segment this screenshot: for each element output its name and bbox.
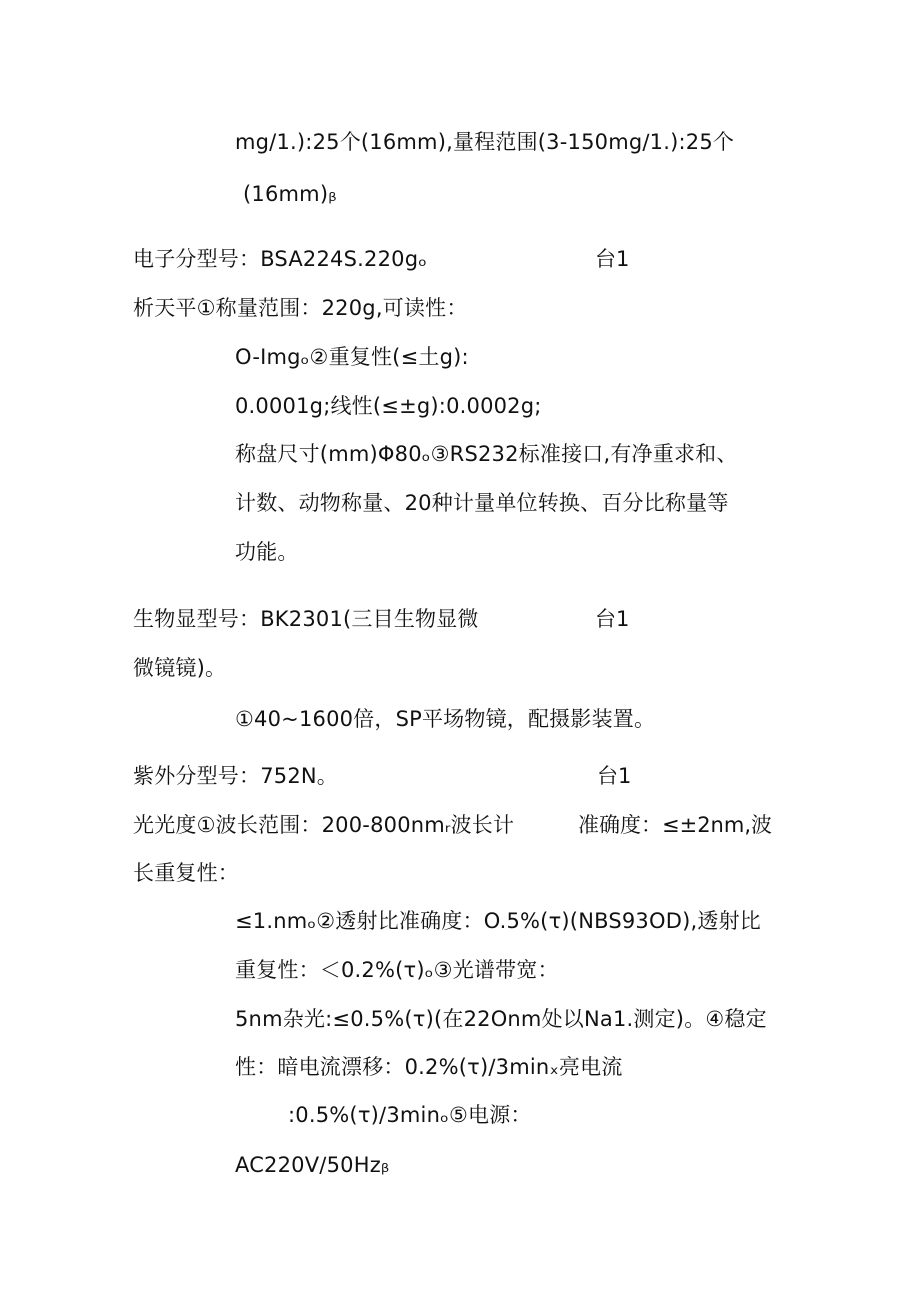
balance-quantity: 台1 bbox=[595, 247, 630, 271]
text-line: ≤1.nmₒ②透射比准确度：O.5%(τ)(NBS93OD),透射比 bbox=[235, 909, 761, 933]
microscope-quantity: 台1 bbox=[595, 607, 630, 631]
text-line: 长重复性： bbox=[133, 861, 239, 885]
microscope-title: 生物显型号：BK2301(三目生物显微 bbox=[133, 607, 479, 631]
text-line: O-Imgₒ②重复性(≤土g): bbox=[235, 345, 469, 369]
uv-quantity: 台1 bbox=[597, 764, 632, 788]
text-line: 计数、动物称量、20种计量单位转换、百分比称量等 bbox=[235, 491, 729, 515]
text-line: 准确度：≤±2nm,波 bbox=[578, 813, 772, 837]
text-line: 称盘尺寸(mm)Φ80ₒ③RS232标准接口,有净重求和、 bbox=[235, 442, 738, 466]
text-line: mg/1.):25个(16mm),量程范围(3-150mg∕1.):25个 bbox=[235, 130, 735, 154]
text-line: 光光度①波长范围：200-800nmᵣ波长计 bbox=[133, 813, 515, 837]
balance-title: 电子分型号：BSA224S.220gₒ bbox=[133, 247, 428, 271]
uv-title: 紫外分型号：752N。 bbox=[133, 764, 338, 788]
text-line: 功能。 bbox=[235, 540, 299, 564]
text-line: 重复性：＜0.2%(τ)ₒ③光谱带宽： bbox=[235, 958, 559, 982]
text-line: 性：暗电流漂移：0.2%(τ)∕3minₓ亮电流 bbox=[235, 1055, 623, 1079]
text-line: 析天平①称量范围：220g,可读性： bbox=[133, 296, 468, 320]
text-line: :0.5%(τ)∕3minₒ⑤电源： bbox=[288, 1103, 532, 1127]
text-line: ①40~1600倍，SP平场物镜，配摄影装置。 bbox=[235, 707, 656, 731]
text-line: 0.0001g;线性(≤±g):0.0002g; bbox=[235, 394, 542, 418]
text-line: 微镜镜)。 bbox=[133, 656, 227, 680]
text-line: AC220V∕50Hzᵦ bbox=[235, 1153, 390, 1177]
text-line: 5nm杂光:≤0.5%(τ)(在22Onm处以Na1.测定)。④稳定 bbox=[235, 1007, 767, 1031]
text-line: (16mm)ᵦ bbox=[243, 182, 337, 206]
